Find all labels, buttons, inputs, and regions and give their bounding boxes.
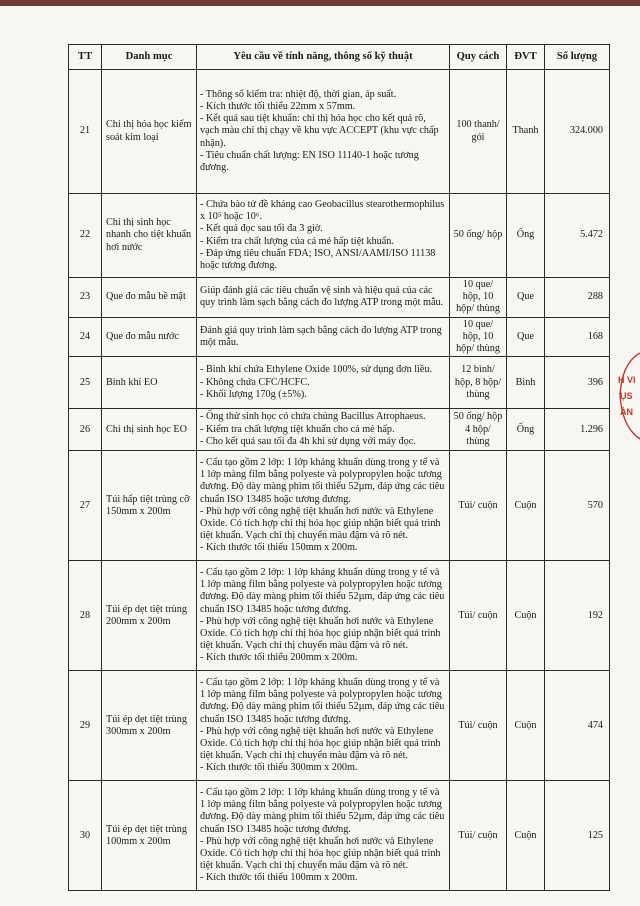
- item-packaging: Túi/ cuộn: [450, 671, 507, 781]
- page-edge-shadow: [0, 0, 640, 6]
- row-number: 27: [69, 451, 102, 561]
- row-number: 24: [69, 317, 102, 357]
- spec-line: - Phù hợp với công nghệ tiệt khuẩn hơi nước và Ethylene Oxide. Có tích hợp chỉ thị hóa học giúp nhận biết quá trình tiệt khuẩn. Vạch chỉ thị chuyển màu đậm và rõ nét.: [200, 835, 441, 872]
- item-quantity: 5.472: [545, 194, 610, 278]
- item-name: Túi ép dẹt tiệt trùng 100mm x 200m: [102, 781, 197, 891]
- item-name: Que đo mẫu bề mặt: [102, 278, 197, 318]
- spec-line: - Thông số kiểm tra: nhiệt độ, thời gian, áp suất.: [200, 88, 397, 100]
- table-row: [69, 317, 610, 357]
- item-specification: [197, 409, 450, 451]
- item-unit: Cuộn: [507, 451, 545, 561]
- item-packaging: Túi/ cuộn: [450, 781, 507, 891]
- item-unit: Cuộn: [507, 561, 545, 671]
- table-row: [69, 278, 610, 318]
- spec-line: - Kích thước tối thiểu 200mm x 200m.: [200, 652, 358, 664]
- table-body: [69, 70, 610, 891]
- specification-table: [68, 44, 610, 891]
- spec-line: - Kích thước tối thiểu 300mm x 200m.: [200, 762, 358, 774]
- item-specification: [197, 451, 450, 561]
- item-name: Túi ép dẹt tiệt trùng 300mm x 200m: [102, 671, 197, 781]
- item-specification: [197, 194, 450, 278]
- item-name: Chỉ thị sinh học EO: [102, 409, 197, 451]
- stamp-text-1: H VI: [618, 375, 636, 385]
- spec-line: - Cấu tạo gồm 2 lớp: 1 lớp kháng khuẩn dùng trong y tế và 1 lớp màng film bằng polyeste và polypropylen hoặc tương đương. Độ dày màng phim tối thiểu 52µm, đáp ứng các tiêu chuẩn ISO 13485 hoặc tương đương.: [200, 566, 445, 615]
- item-specification: [197, 357, 450, 409]
- spec-line: - Kích thước tối thiểu 22mm x 57mm.: [200, 100, 356, 112]
- spec-line: - Bình khí chứa Ethylene Oxide 100%, sử dụng đơn liều.: [200, 364, 433, 376]
- item-unit: Ống: [507, 409, 545, 451]
- spec-line: - Cấu tạo gồm 2 lớp: 1 lớp kháng khuẩn dùng trong y tế và 1 lớp màng film bằng polyeste và polypropylen hoặc tương đương. Độ dày màng phim tối thiểu 52µm, đáp ứng các tiêu chuẩn ISO 13485 hoặc tương đương.: [200, 456, 445, 505]
- item-unit: Que: [507, 278, 545, 318]
- header-unit: Quy cách: [450, 45, 507, 70]
- header-spec: Yêu cầu về tính năng, thông số kỹ thuật: [197, 45, 450, 70]
- spec-line: - Kết quả đọc sau tối đa 3 giờ.: [200, 223, 323, 235]
- item-quantity: 125: [545, 781, 610, 891]
- item-unit: Ống: [507, 194, 545, 278]
- item-unit: Cuộn: [507, 671, 545, 781]
- item-name: Chỉ thị sinh học nhanh cho tiệt khuẩn hơi nước: [102, 194, 197, 278]
- spec-line: - Khối lượng 170g (±5%).: [200, 388, 307, 400]
- spec-line: - Kích thước tối thiểu 100mm x 200m.: [200, 872, 358, 884]
- spec-line: - Cho kết quả sau tối đa 4h khi sử dụng với máy đọc.: [200, 435, 416, 447]
- row-number: 21: [69, 70, 102, 194]
- item-quantity: 474: [545, 671, 610, 781]
- table-row: [69, 561, 610, 671]
- stamp-text-2: ỤS: [620, 391, 633, 401]
- item-packaging: Túi/ cuộn: [450, 451, 507, 561]
- spec-line: - Kết quả sau tiệt khuẩn: chỉ thị hóa học cho kết quả rõ, vạch màu chỉ thị chạy về khu vực ACCEPT (khu vực chấp nhận).: [200, 113, 439, 149]
- item-quantity: 1.296: [545, 409, 610, 451]
- table-row: [69, 451, 610, 561]
- item-specification: [197, 671, 450, 781]
- item-packaging: 10 que/ hộp, 10 hộp/ thùng: [450, 278, 507, 318]
- row-number: 30: [69, 781, 102, 891]
- spec-line: - Chứa bào tử đề kháng cao Geobacillus stearothermophilus x 10⁵ hoặc 10⁶.: [200, 198, 445, 223]
- spec-line: - Cấu tạo gồm 2 lớp: 1 lớp kháng khuẩn dùng trong y tế và 1 lớp màng film bằng polyeste và polypropylen hoặc tương đương. Độ dày màng phim tối thiểu 52µm, đáp ứng các tiêu chuẩn ISO 13485 hoặc tương đương.: [200, 786, 445, 835]
- row-number: 29: [69, 671, 102, 781]
- header-qty: Số lượng: [545, 45, 610, 70]
- item-name: Bình khí EO: [102, 357, 197, 409]
- item-packaging: Túi/ cuộn: [450, 561, 507, 671]
- table-row: [69, 781, 610, 891]
- table-row: [69, 70, 610, 194]
- spec-line: - Kiểm tra chất lượng của cả mẻ hấp tiệt khuẩn.: [200, 235, 394, 247]
- item-specification: [197, 278, 450, 318]
- spec-line: - Ống thử sinh học có chứa chủng Bacillus Atrophaeus.: [200, 411, 426, 423]
- item-unit: Que: [507, 317, 545, 357]
- table-row: [69, 357, 610, 409]
- spec-line: Giúp đánh giá các tiêu chuẩn vệ sinh và hiệu quả của các quy trình làm sạch bằng cách đo lượng ATP trong một mẫu.: [200, 285, 444, 309]
- spec-line: - Phù hợp với công nghệ tiệt khuẩn hơi nước và Ethylene Oxide. Có tích hợp chỉ thị hóa học giúp nhận biết quá trình tiệt khuẩn. Vạch chỉ thị chuyển màu đậm và rõ nét.: [200, 615, 441, 652]
- item-specification: [197, 781, 450, 891]
- spec-line: - Không chứa CFC/HCFC.: [200, 376, 310, 388]
- header-name: Danh mục: [102, 45, 197, 70]
- item-specification: [197, 70, 450, 194]
- row-number: 22: [69, 194, 102, 278]
- item-name: Túi ép dẹt tiệt trùng 200mm x 200m: [102, 561, 197, 671]
- row-number: 25: [69, 357, 102, 409]
- item-quantity: 192: [545, 561, 610, 671]
- spec-line: - Phù hợp với công nghệ tiệt khuẩn hơi nước và Ethylene Oxide. Có tích hợp chỉ thị hóa học giúp nhận biết quá trình tiệt khuẩn. Vạch chỉ thị chuyển màu đậm và rõ nét.: [200, 505, 441, 542]
- table-header-row: [69, 45, 610, 70]
- spec-line: - Kiểm tra chất lượng tiệt khuẩn cho cả mẻ hấp.: [200, 423, 395, 435]
- item-name: Chỉ thị hóa học kiểm soát kim loại: [102, 70, 197, 194]
- stamp-text-3: ÀN: [620, 407, 633, 417]
- spec-line: - Kích thước tối thiểu 150mm x 200m.: [200, 542, 358, 554]
- table-row: [69, 194, 610, 278]
- row-number: 26: [69, 409, 102, 451]
- item-quantity: 570: [545, 451, 610, 561]
- item-quantity: 324.000: [545, 70, 610, 194]
- table-row: [69, 671, 610, 781]
- row-number: 23: [69, 278, 102, 318]
- table-row: [69, 409, 610, 451]
- spec-line: - Đáp ứng tiêu chuẩn FDA; ISO, ANSI/AAMI/ISO 11138 hoặc tương đương.: [200, 247, 436, 271]
- spec-line: - Tiêu chuẩn chất lượng: EN ISO 11140-1 hoặc tương đương.: [200, 149, 419, 173]
- spec-line: - Phù hợp với công nghệ tiệt khuẩn hơi nước và Ethylene Oxide. Có tích hợp chỉ thị hóa học giúp nhận biết quá trình tiệt khuẩn. Vạch chỉ thị chuyển màu đậm và rõ nét.: [200, 725, 441, 762]
- item-unit: Thanh: [507, 70, 545, 194]
- item-specification: [197, 317, 450, 357]
- item-packaging: 12 bình/ hộp, 8 hộp/ thùng: [450, 357, 507, 409]
- item-unit: Cuộn: [507, 781, 545, 891]
- item-name: Túi hấp tiệt trùng cỡ 150mm x 200m: [102, 451, 197, 561]
- item-packaging: 50 ống/ hộp: [450, 194, 507, 278]
- spec-line: - Cấu tạo gồm 2 lớp: 1 lớp kháng khuẩn dùng trong y tế và 1 lớp màng film bằng polyeste và polypropylen hoặc tương đương. Độ dày màng phim tối thiểu 52µm, đáp ứng các tiêu chuẩn ISO 13485 hoặc tương đương.: [200, 676, 445, 725]
- item-packaging: 10 que/ hộp, 10 hộp/ thùng: [450, 317, 507, 357]
- spec-line: Đánh giá quy trình làm sạch bằng cách đo lượng ATP trong một mẫu.: [200, 324, 442, 348]
- item-packaging: 100 thanh/ gói: [450, 70, 507, 194]
- item-specification: [197, 561, 450, 671]
- item-packaging: 50 ống/ hộp 4 hộp/ thùng: [450, 409, 507, 451]
- header-tt: TT: [69, 45, 102, 70]
- item-quantity: 396: [545, 357, 610, 409]
- red-stamp-fragment: [614, 345, 640, 445]
- item-quantity: 168: [545, 317, 610, 357]
- row-number: 28: [69, 561, 102, 671]
- item-quantity: 288: [545, 278, 610, 318]
- item-name: Que đo mẫu nước: [102, 317, 197, 357]
- item-unit: Bình: [507, 357, 545, 409]
- header-dvt: ĐVT: [507, 45, 545, 70]
